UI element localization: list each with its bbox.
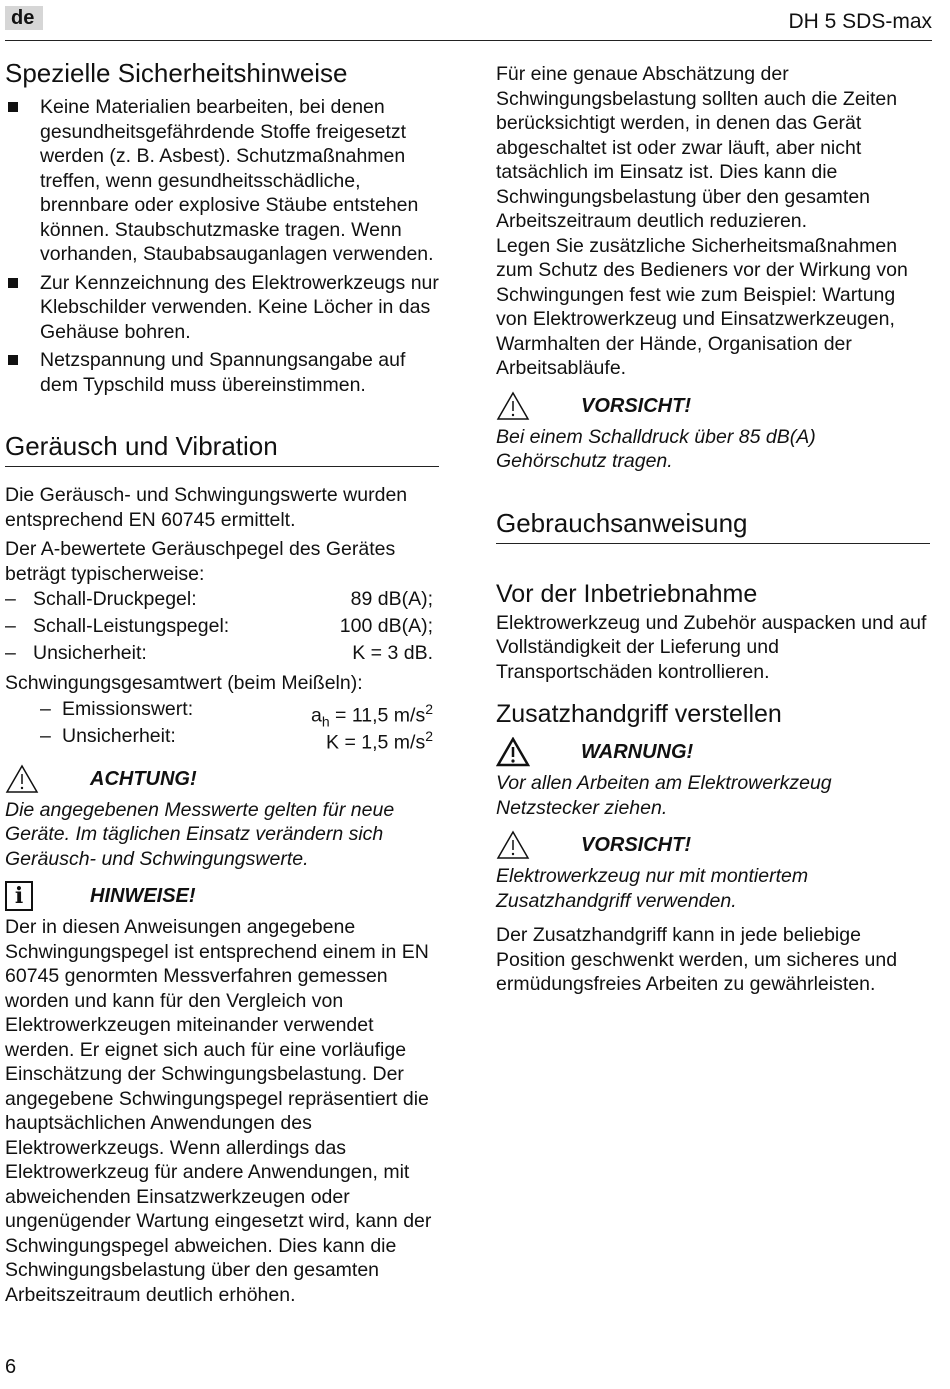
vorsicht-note-2 (496, 830, 930, 864)
info-icon: i (5, 881, 33, 911)
achtung-note (5, 764, 439, 798)
noise-level-intro: Der A-bewertete Geräuschpegel des Gerätes beträgt typischerweise: (5, 538, 396, 585)
model-name: DH 5 SDS-max (788, 10, 932, 33)
warnung-text: Vor allen Arbeiten am Elektrowerkzeug Netzstecker ziehen. (496, 772, 832, 819)
list-item: Keine Materialien bearbeiten, bei denen gesundheitsgefährdende Stoffe freigesetzt werden (z. B. Asbest). Schutzmaßnahmen treffen, wenn gesundheitsschädliche, brennbare oder explosive Stäube entstehen können. Staubschutzmaske tragen. Wenn vorhanden, Staubabsauganlagen verwenden. (5, 95, 439, 267)
vorsicht-title-2: VORSICHT! (581, 834, 691, 856)
safety-measures-text: Legen Sie zusätzliche Sicherheitsmaßnahmen zum Schutz des Bedieners vor der Wirkung von Schwingungen fest wie zum Beispiel: Wartung von Elektrowerkzeug und Einsatzwerkzeugen, Warmhalten der Hände, Organisation der Arbeitsabläufe. (496, 234, 908, 379)
vorsicht-text: Bei einem Schalldruck über 85 dB(A) Gehörschutz tragen. (496, 425, 816, 472)
hinweise-note (5, 881, 439, 915)
before-use-text: Elektrowerkzeug und Zubehör auspacken und auf Vollständigkeit der Lieferung und Transportschäden kontrollieren. (496, 611, 927, 683)
warning-triangle-icon (496, 830, 530, 860)
before-use-heading: Vor der Inbetriebnahme (496, 579, 758, 608)
list-item: Zur Kennzeichnung des Elektrowerkzeugs nur Klebschilder verwenden. Keine Löcher in das Gehäuse bohren. (5, 271, 439, 345)
noise-row: – Schall-Druckpegel: 89 dB(A); (5, 588, 433, 610)
square-bullet-icon (8, 102, 18, 112)
hinweise-title: HINWEISE! (90, 885, 196, 907)
warning-triangle-icon (496, 737, 530, 767)
vibration-intro: Schwingungsgesamtwert (beim Meißeln): (5, 672, 363, 694)
language-badge: de (5, 6, 43, 30)
right-column (496, 62, 930, 997)
list-item: Netzspannung und Spannungsangabe auf dem Typschild muss übereinstimmen. (5, 348, 439, 397)
page-number: 6 (5, 1356, 17, 1378)
vorsicht-text-2: Elektrowerkzeug nur mit montiertem Zusatzhandgriff verwenden. (496, 865, 809, 912)
left-column (5, 58, 439, 1307)
emission-row: – Emissionswert: $a_h = 11,5$ $m/s^2$ (40, 697, 433, 729)
square-bullet-icon (8, 355, 18, 365)
achtung-text: Die angegebenen Messwerte gelten für neue Geräte. Im täglichen Einsatz verändern sich Geräusch- und Schwingungswerte. (5, 798, 395, 870)
noise-row: – Schall-Leistungspegel: 100 dB(A); (5, 615, 433, 637)
noise-row: – Unsicherheit: K = 3 dB. (5, 642, 433, 664)
vibration-uncertainty-row: – Unsicherheit: K = 1,5 $m/s^2$ (40, 724, 433, 753)
achtung-title: ACHTUNG! (90, 767, 197, 790)
handle-heading: Zusatzhandgriff verstellen (496, 700, 782, 728)
warning-triangle-icon (496, 391, 530, 421)
vorsicht-title: VORSICHT! (581, 394, 691, 417)
handle-text: Der Zusatzhandgriff kann in jede beliebige Position geschwenkt werden, um sicheres und ermüdungsfreies Arbeiten zu gewährleisten. (496, 924, 898, 995)
warning-triangle-icon (5, 764, 39, 794)
usage-heading: Gebrauchsanweisung (496, 508, 930, 544)
noise-intro: Die Geräusch- und Schwingungswerte wurden entsprechend EN 60745 ermittelt. (5, 484, 408, 531)
warnung-title: WARNUNG! (581, 741, 694, 763)
page-header (5, 0, 932, 41)
vibration-estimate-text: Für eine genaue Abschätzung der Schwingungsbelastung sollten auch die Zeiten berücksichtigt werden, in denen das Gerät abgeschaltet ist oder zwar läuft, aber nicht tatsächlich im Einsatz ist. Dies kann die Schwingungsbelastung über den gesamten Arbeitszeitraum deutlich reduzieren. (496, 63, 898, 232)
safety-list (5, 95, 439, 397)
warnung-note (496, 737, 930, 771)
vorsicht-note (496, 391, 930, 425)
safety-heading: Spezielle Sicherheitshinweise (5, 58, 348, 88)
noise-heading: Geräusch und Vibration (5, 431, 439, 467)
hinweise-text: Der in diesen Anweisungen angegebene Schwingungspegel ist entsprechend einem in EN 60745 genormten Messverfahren gemessen worden und kann für den Vergleich von Elektrowerkzeugen miteinander verwendet werden. Er eignet sich auch für eine vorläufige Einschätzung der Schwingungsbelastung. Der angegebene Schwingungspegel repräsentiert die hauptsächlichen Anwendungen des Elektrowerkzeugs. Wenn allerdings das Elektrowerkzeug für andere Anwendungen, mit abweichenden Einsatzwerkzeugen oder ungenügender Wartung eingesetzt wird, kann der Schwingungspegel abweichen. Dies kann die Schwingungsbelastung über den gesamten Arbeitszeitraum deutlich erhöhen. (5, 916, 432, 1306)
square-bullet-icon (8, 278, 18, 288)
